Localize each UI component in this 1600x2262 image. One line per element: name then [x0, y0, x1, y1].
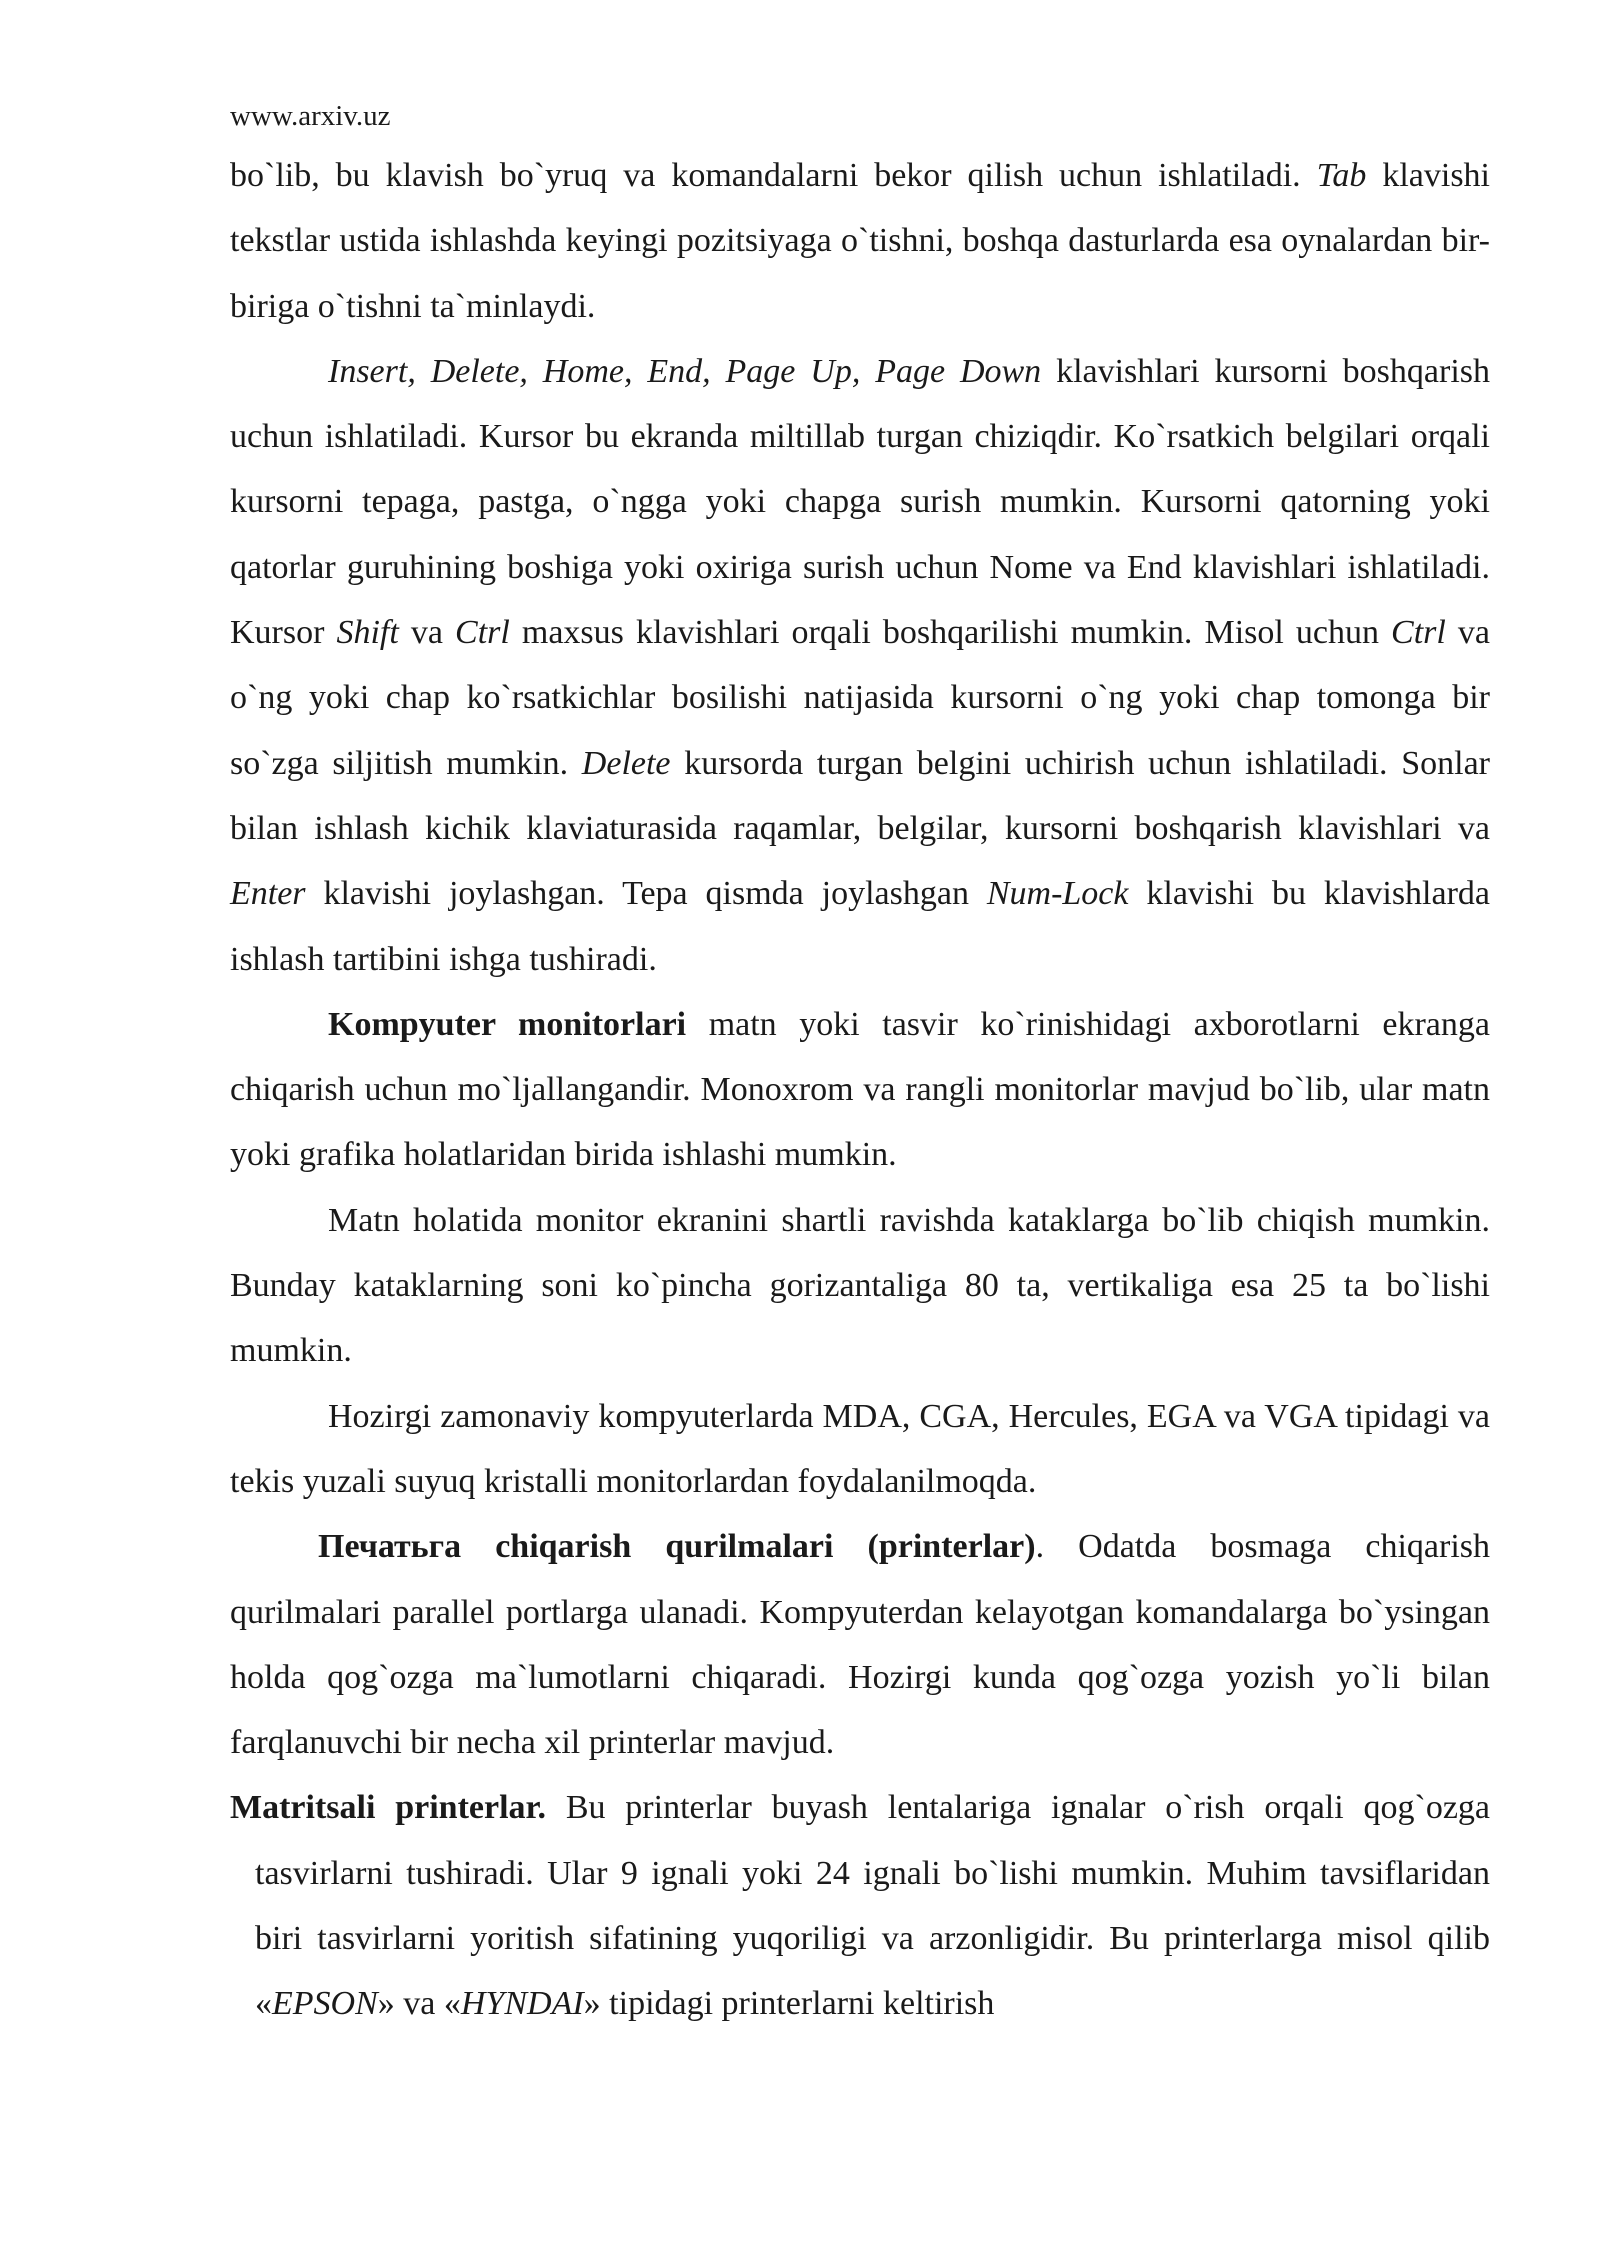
bold-term: Kompyuter monitorlari [328, 1005, 687, 1043]
text-run: klavishi bu klavishlarda ishlash tartibini ishga tushiradi. [230, 875, 1490, 978]
paragraph-tab-key [230, 143, 1490, 339]
italic-term: Ctrl [1391, 614, 1446, 652]
text-run: Matn holatida monitor ekranini shartli ravishda kataklarga bo`lib chiqish mumkin. Bunday kataklarning soni ko`pincha gorizantaliga 80 ta, vertikaliga esa 25 ta bo`lishi mumkin. [230, 1201, 1490, 1370]
text-run: klavishlari kursorni boshqarish uchun ishlatiladi. Kursor bu ekranda miltillab turgan chiziqdir. Ko`rsatkich belgilari orqali kursorni tepaga, pastga, o`ngga yoki chapga surish mumkin. Kursorni qatorning yoki qatorlar guruhining boshiga yoki oxiriga surish uchun Nome va End klavishlari ishlatiladi. Kursor [230, 352, 1490, 652]
paragraph-cursor-keys [230, 339, 1490, 992]
italic-term: Ctrl [455, 614, 510, 652]
paragraph-monitors [230, 992, 1490, 1188]
bold-term: Печатьга chiqarish qurilmalari (printerlar) [318, 1528, 1036, 1566]
italic-term: Tab [1316, 157, 1367, 194]
text-run: kursorda turgan belgini uchirish uchun ishlatiladi. Sonlar bilan ishlash kichik klaviaturasida raqamlar, belgilar, kursorni boshqarish klavishlari va [230, 744, 1490, 847]
bold-term: Matritsali printerlar. [230, 1789, 546, 1827]
italic-term: EPSON [272, 1985, 378, 2023]
text-run: » tipidagi printerlarni keltirish [583, 1985, 995, 2023]
text-run: matn yoki tasvir ko`rinishidagi axborotlarni ekranga chiqarish uchun mo`ljallangandir. Monoxrom va rangli monitorlar mavjud bo`lib, ular matn yoki grafika holatlaridan birida ishlashi mumkin. [230, 1005, 1490, 1174]
italic-term: Enter [230, 875, 306, 913]
italic-term: Insert, Delete, Home, End, Page Up, Page Down [328, 352, 1042, 390]
text-run: maxsus klavishlari orqali boshqarilishi mumkin. Misol uchun [509, 614, 1392, 652]
paragraph-matrix-printers [230, 1775, 1490, 2036]
text-run: klavishi tekstlar ustida ishlashda keyingi pozitsiyaga o`tishni, boshqa dasturlarda esa oynalardan bir-biriga o`tishni ta`minlaydi. [230, 157, 1491, 325]
text-run: bo`lib, bu klavish bo`yruq va komandalarni bekor qilish uchun ishlatiladi. [230, 157, 1317, 194]
text-run: va o`ng yoki chap ko`rsatkichlar bosilishi natijasida kursorni o`ng yoki chap tomonga bir so`zga siljitish mumkin. [230, 614, 1491, 782]
paragraph-monitor-types [230, 1384, 1490, 1515]
italic-term: Delete [581, 744, 671, 782]
text-run: Bu printerlar buyash lentalariga ignalar o`rish orqali qog`ozga tasvirlarni tushiradi. Ular 9 ignali yoki 24 ignali bo`lishi mumkin. Muhim tavsiflaridan biri tasvirlarni yoritish sifatining yuqoriligi va arzonligidir. Bu printerlarga misol qilib « [255, 1789, 1491, 2023]
text-run: . Odatda bosmaga chiqarish qurilmalari parallel portlarga ulanadi. Kompyuterdan kelayotgan komandalarga bo`ysingan holda qog`ozga ma`lumotlarni chiqaradi. Hozirgi kunda qog`ozga yozish yo`li bilan farqlanuvchi bir necha xil printerlar mavjud. [230, 1528, 1490, 1762]
italic-term: Num-Lock [986, 875, 1129, 913]
document-body [230, 143, 1490, 2037]
paragraph-text-mode [230, 1188, 1490, 1384]
text-run: va [398, 614, 456, 652]
page-header-site: www.arxiv.uz [230, 100, 391, 132]
italic-term: HYNDAI [460, 1985, 584, 2023]
text-run: Hozirgi zamonaviy kompyuterlarda MDA, CGA, Hercules, EGA va VGA tipidagi va tekis yuzali suyuq kristalli monitorlardan foydalanilmoqda. [230, 1397, 1490, 1500]
text-run: » va « [377, 1985, 461, 2023]
paragraph-printers [230, 1514, 1490, 1775]
italic-term: Shift [336, 614, 399, 652]
text-run: klavishi joylashgan. Tepa qismda joylashgan [305, 875, 987, 913]
